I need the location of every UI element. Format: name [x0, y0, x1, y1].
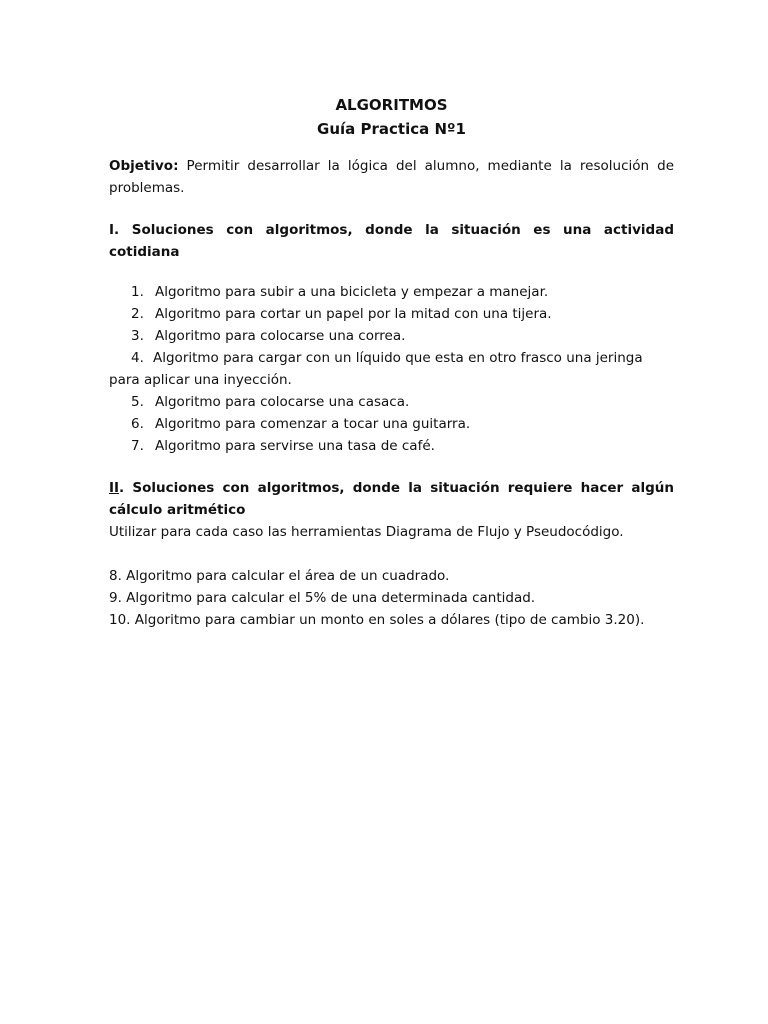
section-1-heading [109, 219, 674, 263]
calculation-list [109, 565, 674, 631]
section-2-heading-text: . Soluciones con algoritmos, donde la situación requiere hacer algún cálculo aritmético [109, 480, 674, 518]
list-item: 7. Algoritmo para servirse una tasa de café. [131, 438, 435, 454]
list-item: 5. Algoritmo para colocarse una casaca. [131, 394, 410, 410]
document-page [109, 93, 674, 631]
list-item: 10. Algoritmo para cambiar un monto en soles a dólares (tipo de cambio 3.20). [109, 612, 645, 628]
list-item: 2. Algoritmo para cortar un papel por la mitad con una tijera. [131, 306, 552, 322]
list-item: 6. Algoritmo para comenzar a tocar una guitarra. [131, 416, 471, 432]
doc-title: ALGORITMOS [335, 96, 448, 114]
objective-paragraph [109, 155, 674, 199]
activity-list [109, 281, 674, 457]
list-item: 3. Algoritmo para colocarse una correa. [131, 328, 406, 344]
list-item: 1. Algoritmo para subir a una bicicleta y empezar a manejar. [131, 284, 549, 300]
list-item: 8. Algoritmo para calcular el área de un cuadrado. [109, 568, 450, 584]
objective-label: Objetivo: [109, 158, 179, 174]
list-item: 9. Algoritmo para calcular el 5% de una determinada cantidad. [109, 590, 536, 606]
list-item: 4. Algoritmo para cargar con un líquido que esta en otro frasco una jeringa para aplicar una inyección. [109, 350, 643, 388]
section-2-heading [109, 477, 674, 521]
section-1-heading-text: Soluciones con algoritmos, donde la situación es una actividad cotidiana [109, 222, 674, 260]
objective-text: Permitir desarrollar la lógica del alumno, mediante la resolución de problemas. [109, 158, 674, 196]
section-2-roman: II [109, 480, 120, 496]
section-1-roman: I. [109, 222, 120, 238]
section-2-instruction: Utilizar para cada caso las herramientas Diagrama de Flujo y Pseudocódigo. [109, 524, 624, 540]
doc-subtitle: Guía Practica Nº1 [317, 120, 466, 138]
